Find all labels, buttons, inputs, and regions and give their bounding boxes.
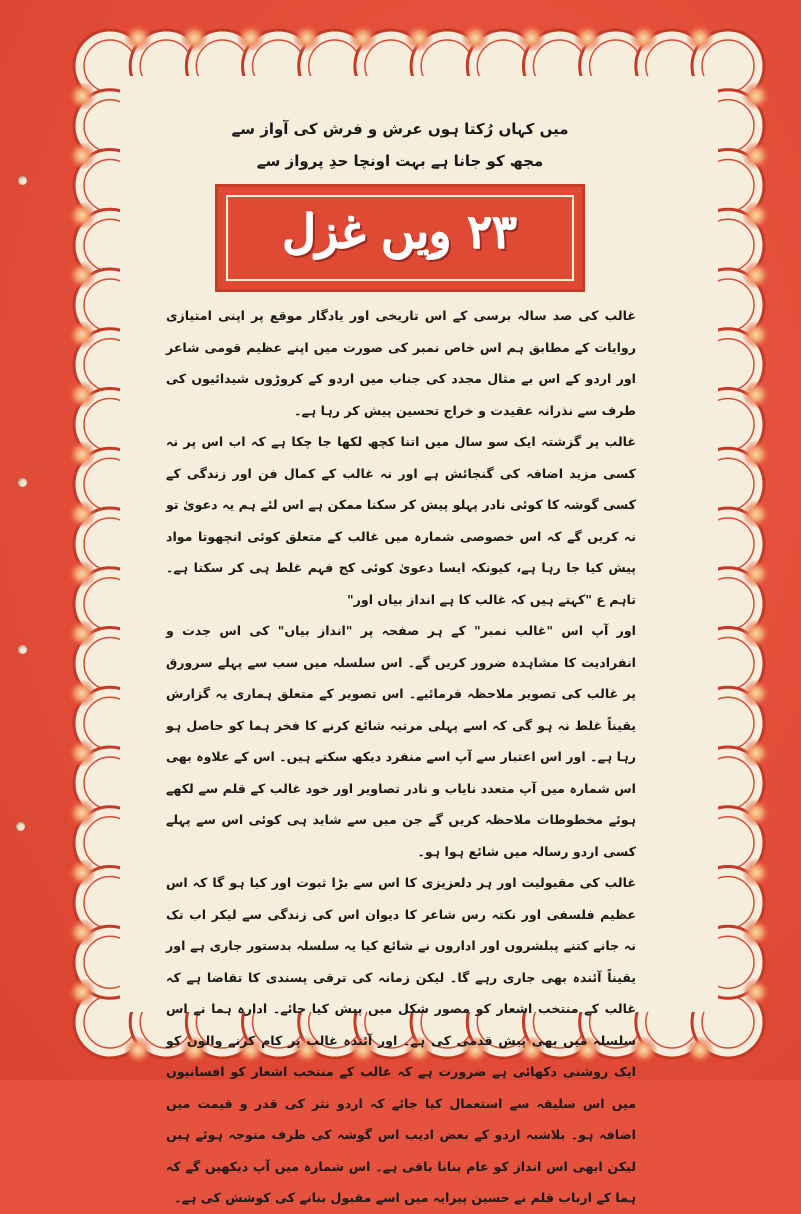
sunburst-ornament	[742, 440, 770, 468]
sunburst-ornament	[742, 201, 770, 229]
sunburst-ornament	[742, 978, 770, 1006]
sunburst-ornament	[742, 381, 770, 409]
sunburst-ornament	[68, 799, 96, 827]
sunburst-ornament	[68, 381, 96, 409]
sunburst-ornament	[742, 918, 770, 946]
sunburst-ornament	[124, 1036, 152, 1064]
sunburst-ornament	[405, 24, 433, 52]
sunburst-ornament	[742, 859, 770, 887]
paragraph-4: غالب کی مقبولیت اور ہر دلعزیزی کا اس سے بڑا ثبوت اور کیا ہو گا کہ اس عظیم فلسفی اور نکتہ رس شاعر کا دیوان اس کی زندگی سے لیکر اب تک نہ جانے کتنے پبلشروں اور اداروں نے شائع کیا یہ سلسلہ بدستور جاری ہے اور یقیناً آئندہ بھی جاری رہے گا۔ لیکن زمانہ کی ترقی پسندی کا تقاضا ہے کہ غالب کے منتخب اشعار کو مصور شکل میں پیش کیا جائے۔ ادارہ ہما نے اس سلسلہ میں بھی پیش قدمی کی ہے۔ اور آئندہ غالب پر کام کرنے والوں کو ایک روشنی دکھائی ہے ضرورت ہے کہ غالب کے منتخب اشعار کو افسانیوں میں اس سلیقہ سے استعمال کیا جائے کہ اردو نثر کی قدر و قیمت میں اضافہ ہو۔ بلاشبہ اردو کے بعض ادیب اس گوشہ کی طرف متوجہ ہوئے ہیں لیکن ابھی اس انداز کو عام بنانا باقی ہے۔ اس شمارہ میں آپ دیکھیں گے کہ ہما کے ارباب قلم نے حسین پیرایہ میں اسے مقبول بنانے کی کوشش کی ہے۔	[166, 875, 636, 1205]
sunburst-ornament	[68, 321, 96, 349]
sunburst-ornament	[742, 321, 770, 349]
sunburst-ornament	[68, 261, 96, 289]
paragraph-2: غالب پر گزشتہ ایک سو سال میں اتنا کچھ لکھا جا چکا ہے کہ اب اس پر نہ کسی مزید اضافہ کی گنجائش ہے اور نہ غالب کے کمال فن اور زندگی کے کسی گوشہ کا کوئی نادر پہلو پیش کر سکنا ممکن ہے اس لئے ہم یہ دعویٰ تو نہ کریں گے کہ اس خصوصی شمارہ میں غالب کے متعلق کوئی انچھوتا مواد پیش کیا جا رہا ہے، کیونکہ ایسا دعویٰ کوئی کج فہم غلط ہی کر سکتا ہے۔ تاہم ع "کہتے ہیں کہ غالب کا ہے انداز بیاں اور"	[166, 434, 636, 607]
sunburst-ornament	[68, 560, 96, 588]
sunburst-ornament	[742, 142, 770, 170]
banner-title: ۲۳ ویں غزل	[282, 205, 518, 259]
sunburst-ornament	[68, 978, 96, 1006]
sunburst-ornament	[742, 799, 770, 827]
sunburst-ornament	[68, 679, 96, 707]
sunburst-ornament	[742, 500, 770, 528]
sunburst-ornament	[180, 24, 208, 52]
sunburst-ornament	[574, 24, 602, 52]
sunburst-ornament	[630, 24, 658, 52]
sunburst-ornament	[293, 24, 321, 52]
sunburst-ornament	[68, 918, 96, 946]
sunburst-ornament	[68, 142, 96, 170]
sunburst-ornament	[517, 24, 545, 52]
sunburst-ornament	[742, 82, 770, 110]
sunburst-ornament	[742, 560, 770, 588]
sunburst-ornament	[742, 739, 770, 767]
sunburst-ornament	[68, 500, 96, 528]
sunburst-ornament	[742, 679, 770, 707]
sunburst-ornament	[349, 24, 377, 52]
couplet-line-2: مجھ کو جانا ہے بہت اونچا حدِ پرواز سے	[256, 152, 544, 170]
sunburst-ornament	[68, 739, 96, 767]
sunburst-ornament	[742, 261, 770, 289]
sunburst-ornament	[124, 24, 152, 52]
paragraph-3: اور آپ اس "غالب نمبر" کے ہر صفحہ پر "انداز بیاں" کی اس جدت و انفرادیت کا مشاہدہ ضرور کریں گے۔ اس سلسلہ میں سب سے پہلے سرورق پر غالب کی تصویر ملاحظہ فرمائیے۔ اس تصویر کے متعلق ہماری یہ گزارش یقیناً غلط نہ ہو گی کہ اسے پہلی مرتبہ شائع کرنے کا فخر ہما کو حاصل ہو رہا ہے۔ اور اس اعتبار سے آپ اسے منفرد دیکھ سکتے ہیں۔ اس کے علاوہ بھی اس شمارہ میں آپ متعدد نایاب و نادر تصاویر اور خود غالب کے قلم سے لکھے ہوئے مخطوطات ملاحظہ کریں گے جن میں سے شاید ہی کوئی اس سے پہلے کسی اردو رسالہ میں شائع ہوا ہو۔	[166, 623, 636, 859]
sunburst-ornament	[236, 24, 264, 52]
sunburst-ornament	[686, 1036, 714, 1064]
sunburst-ornament	[68, 82, 96, 110]
sunburst-ornament	[686, 24, 714, 52]
sunburst-ornament	[461, 24, 489, 52]
sunburst-ornament	[68, 440, 96, 468]
article-body	[166, 300, 636, 1214]
couplet-line-1: میں کہاں رُکتا ہوں عرش و فرش کی آواز سے	[231, 120, 569, 138]
sunburst-ornament	[68, 201, 96, 229]
sunburst-ornament	[68, 859, 96, 887]
paragraph-1: غالب کی صد سالہ برسی کے اس تاریخی اور یادگار موقع پر اپنی امتیازی روایات کے مطابق ہم اس خاص نمبر کی صورت میں اپنے عظیم قومی شاعر اور اردو کے اس بے مثال مجدد کی جناب میں اردو کے کروڑوں شیدائیوں کی طرف سے نذرانہ عقیدت و خراج تحسین پیش کر رہا ہے۔	[166, 308, 636, 418]
title-banner	[215, 184, 585, 292]
sunburst-ornament	[68, 620, 96, 648]
sunburst-ornament	[742, 620, 770, 648]
